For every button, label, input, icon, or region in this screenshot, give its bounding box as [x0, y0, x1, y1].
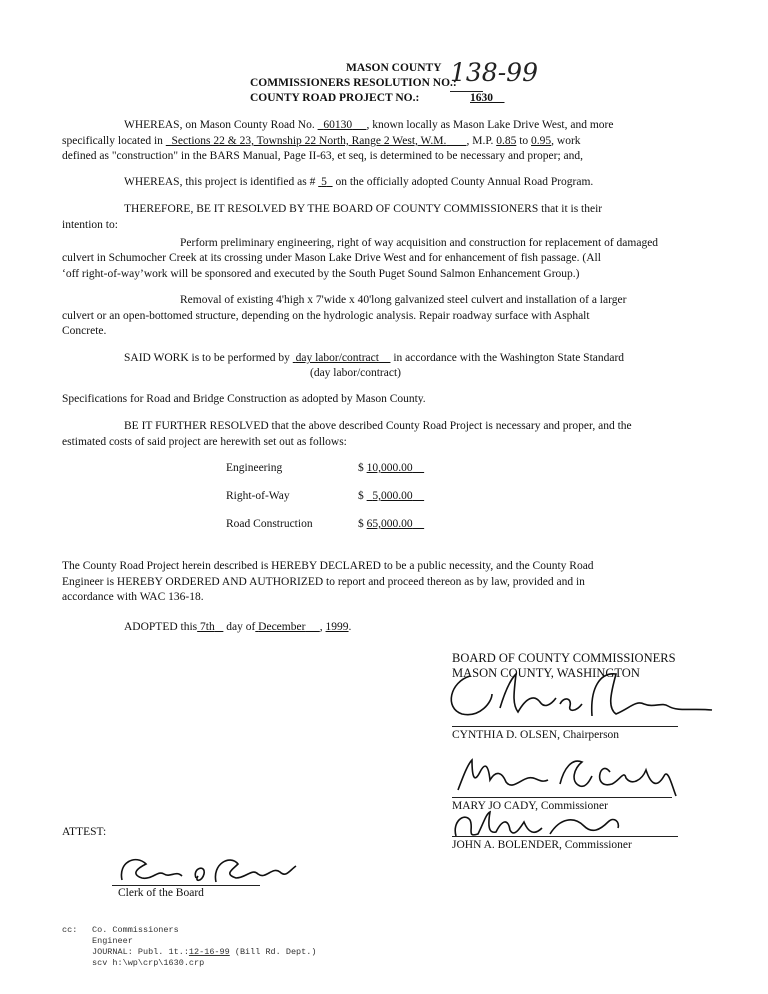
- cost-value-road-construction: $ 65,000.00: [358, 518, 413, 530]
- program-number: 5: [321, 176, 327, 188]
- cc-line-4: scv h:\wp\crp\1630.crp: [92, 958, 205, 968]
- purpose-line-1: Perform preliminary engineering, right of way acquisition and construction for replacement of damaged: [180, 237, 659, 249]
- member-name-bolender: JOHN A. BOLENDER, Commissioner: [452, 839, 632, 851]
- cc-line-2: Engineer: [92, 936, 133, 946]
- declared-line-2: Engineer is HEREBY ORDERED AND AUTHORIZED to report and proceed thereon as by law, provided and in: [62, 576, 585, 588]
- road-number: 60130: [323, 119, 353, 131]
- cc-line-1: Co. Commissioners: [92, 925, 179, 935]
- adopted-month: December: [258, 621, 306, 633]
- board-heading-2: MASON COUNTY, WASHINGTON: [452, 666, 640, 680]
- resolution-label: COMMISSIONERS RESOLUTION NO.:: [250, 77, 457, 89]
- adopted-year: 1999: [325, 621, 349, 633]
- declared-line-3: accordance with WAC 136-18.: [62, 591, 204, 603]
- cost-value-right-of-way: $ 5,000.00: [358, 490, 413, 502]
- declared-line-1: The County Road Project herein described is HEREBY DECLARED to be a public necessity, and the County Road: [62, 560, 594, 572]
- therefore-intention: intention to:: [62, 219, 118, 231]
- clerk-title: Clerk of the Board: [118, 887, 204, 899]
- cost-label-road-construction: Road Construction: [226, 518, 313, 530]
- whereas-bars-line: defined as "construction" in the BARS Manual, Page II-63, et seq, is determined to be necessary and proper; and,: [62, 150, 583, 162]
- adopted-day: 7th: [200, 621, 215, 633]
- bolender-signature-line: [452, 836, 678, 837]
- removal-line-2: culvert or an open-bottomed structure, depending on the hydrologic analysis. Repair roadway surface with Asphalt: [62, 310, 590, 322]
- board-heading-1: BOARD OF COUNTY COMMISSIONERS: [452, 651, 676, 665]
- purpose-line-2: culvert in Schumocher Creek at its crossing under Mason Lake Drive West and for enhancement of fish passage. (All: [62, 252, 601, 264]
- cost-label-right-of-way: Right-of-Way: [226, 490, 290, 502]
- removal-line-1: Removal of existing 4'high x 7'wide x 40'long galvanized steel culvert and installation of a larger: [180, 294, 627, 306]
- project-label: COUNTY ROAD PROJECT NO.:: [250, 92, 420, 104]
- cc-line-3: JOURNAL: Publ. 1t.:12-16-99 (Bill Rd. Dept.): [92, 947, 317, 957]
- attest-label: ATTEST:: [62, 826, 107, 838]
- mp-to: 0.95: [531, 135, 552, 147]
- therefore-line: THEREFORE, BE IT RESOLVED BY THE BOARD OF COUNTY COMMISSIONERS that it is their: [124, 203, 603, 215]
- whereas-program-line: WHEREAS, this project is identified as # 5 on the officially adopted County Annual Road Program.: [124, 176, 594, 188]
- further-line-1: BE IT FURTHER RESOLVED that the above described County Road Project is necessary and proper, and the: [124, 420, 632, 432]
- cady-signature-line: [452, 797, 672, 798]
- whereas-road-line: WHEREAS, on Mason County Road No. 60130 , known locally as Mason Lake Drive West, and more: [124, 119, 614, 131]
- clerk-signature-line: [112, 885, 260, 886]
- location: Sections 22 & 23, Township 22 North, Range 2 West, W.M.: [171, 135, 447, 147]
- project-number: 1630: [470, 92, 493, 104]
- rogers-signature-icon: [112, 852, 302, 888]
- mp-from: 0.85: [496, 135, 517, 147]
- county-heading: MASON COUNTY: [346, 62, 442, 74]
- work-method-hint: (day labor/contract): [310, 367, 401, 379]
- cost-label-engineering: Engineering: [226, 462, 283, 474]
- specifications-line: Specifications for Road and Bridge Construction as adopted by Mason County.: [62, 393, 426, 405]
- further-line-2: estimated costs of said project are herewith set out as follows:: [62, 436, 347, 448]
- olsen-signature-line: [452, 726, 678, 727]
- resolution-number: 138-99: [450, 58, 538, 87]
- whereas-location-line: specifically located in Sections 22 & 23, Township 22 North, Range 2 West, W.M. , M.P. 0.85 to 0.95, work: [62, 135, 581, 147]
- member-name-olsen: CYNTHIA D. OLSEN, Chairperson: [452, 729, 620, 741]
- cady-signature-icon: [450, 750, 690, 800]
- purpose-line-3: ‘off right-of-way’work will be sponsored and executed by the South Puget Sound Salmon Enhancement Group.): [62, 268, 580, 280]
- work-method: day labor/contract: [295, 352, 379, 364]
- member-name-cady: MARY JO CADY, Commissioner: [452, 800, 608, 812]
- said-work-line: SAID WORK is to be performed by day labor/contract in accordance with the Washington State Standard: [124, 352, 625, 364]
- cost-value-engineering: $ 10,000.00: [358, 462, 413, 474]
- adopted-line: ADOPTED this 7th day of December , 1999.: [124, 621, 352, 633]
- olsen-signature-icon: [440, 668, 720, 728]
- cc-label: cc:: [62, 925, 78, 935]
- removal-line-3: Concrete.: [62, 325, 107, 337]
